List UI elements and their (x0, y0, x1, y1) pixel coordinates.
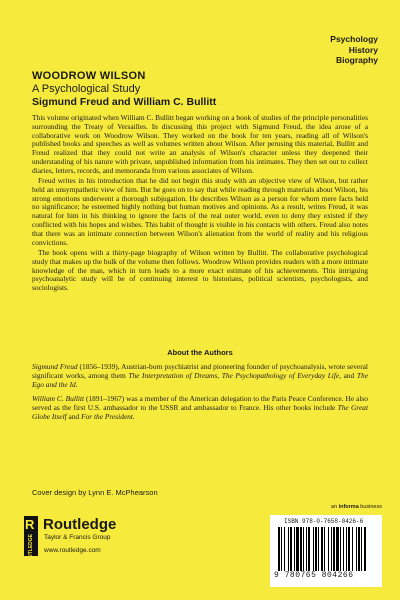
isbn-label: ISBN 978-0-7658-0426-6 (284, 518, 364, 525)
author-bio-freud (32, 363, 368, 389)
barcode-stripe (348, 527, 350, 571)
barcode-panel (270, 515, 382, 587)
description-paragraph: The book opens with a thirty-page biography of Wilson written by Bullitt. The collaborative psychological study that makes up the bulk of the volume then follows. Woodrow Wilson provides readers with a more intimate knowledge of the man, which in turn leads to a more exact estimate of his achievements. This intriguing psychoanalytic study will be of continuing interest to historians, political scientists, psychologists, and sociologists. (32, 247, 368, 293)
about-authors (32, 363, 368, 428)
barcode-stripe (296, 527, 299, 571)
barcode-stripe (324, 527, 325, 571)
work-title: The Ego and the Id. (32, 370, 368, 389)
book-authors: Sigmund Freud and William C. Bullitt (32, 96, 217, 108)
barcode-stripe (313, 527, 314, 571)
book-subtitle: A Psychological Study (32, 83, 141, 95)
category-list (330, 34, 378, 66)
barcode-stripe (284, 527, 285, 571)
routledge-logo-icon: R ROUTLEDGE (24, 516, 38, 556)
informa-business-label: an informa business (330, 504, 382, 510)
publisher-logo (24, 512, 164, 582)
cover-design-credit: Cover design by Lynn E. McPhearson (32, 488, 158, 497)
description-paragraph: This volume originated when William C. Bullitt began working on a book of studies of the principle personalities surrounding the Treaty of Versailles. In discussing this project with Sigmund Freud, the idea arose of a collaborative work on Woodrow Wilson. They worked on the book for ten years, reading all of Wilson's published books and speeches as well as volumes written about Wilson. After perusing this material, Bullitt and Freud realized that they could not write an analysis of Wilson's character unless they deepened their understanding of his nature with private, unpublished information from his intimates. They then set out to collect diaries, letters, records, and memoranda from various associates of Wilson. (32, 113, 368, 175)
barcode-stripe (352, 527, 353, 571)
author-name: William C. Bullitt (32, 394, 85, 404)
barcode-stripe (294, 527, 295, 571)
barcode-stripe (318, 527, 319, 571)
about-authors-heading: About the Authors (167, 348, 233, 357)
barcode-stripe (364, 527, 366, 571)
work-title: The Interpretation of Dreams, The Psychopathology of Everyday Life, (128, 370, 342, 380)
barcode-stripe (331, 527, 332, 571)
barcode-stripe (290, 527, 292, 571)
barcode-stripe (343, 527, 344, 571)
description (32, 114, 368, 294)
barcode-digits: 9 780765 804266 (274, 571, 354, 580)
barcode-stripe (306, 527, 307, 571)
category-biography: Biography (335, 55, 378, 65)
barcode-icon (278, 527, 376, 571)
barcode-stripe (361, 527, 362, 571)
work-title: The Great Globe Itself (32, 403, 369, 421)
book-title: WOODROW WILSON (32, 70, 146, 82)
category-history: History (348, 44, 378, 55)
barcode-stripe (303, 527, 304, 571)
bio-text: and (341, 370, 357, 380)
author-name: Sigmund Freud (32, 362, 78, 371)
barcode-stripe (315, 527, 317, 571)
barcode-stripe (336, 527, 339, 571)
publisher-group: Taylor & Francis Group (44, 534, 111, 541)
category-psychology: Psychology (330, 34, 378, 44)
bio-text: (1891–1967) was a member of the American delegation to the Paris Peace Conference. He also served as the first U.S. ambassador to the USSR and ambassador to France. His other books include (32, 394, 368, 413)
barcode-stripe (288, 527, 289, 571)
barcode-stripe (333, 527, 335, 571)
description-paragraph: Freud writes in his introduction that he did not begin this study with an objective view of Wilson, but rather held an unsympathetic view of him. But he goes on to say that while reading through materials about Wilson, his strong emotions underwent a thorough subjugation. He describes Wilson as a person for whom mere facts held no significance; he esteemed highly nothing but human motives and opinions. As a result, writes Freud, it was natural for him in his thinking to ignore the facts of the real outer world, even to deny they existed if they conflicted with his hopes and wishes. This habit of thought is visible in his contacts with others. Freud also notes that there was an intimate connection between Wilson's alienation from the world of reality and his religious convictions. (32, 176, 368, 247)
author-bio-bullitt (32, 395, 368, 421)
barcode-stripe (281, 527, 282, 571)
barcode-stripe (356, 527, 357, 571)
barcode-stripe (278, 527, 280, 571)
barcode-stripe (308, 527, 310, 571)
isbn-barcode-area (270, 504, 382, 590)
barcode-stripe (300, 527, 302, 571)
barcode-stripe (346, 527, 347, 571)
barcode-stripe (358, 527, 360, 571)
bio-text: (1856–1939), Austrian-born psychiatrist and pioneering founder of psychoanalysis, wrote several significant works, among them (32, 362, 368, 380)
work-title: For the President. (81, 411, 135, 421)
title-block (32, 70, 368, 108)
bio-text: and (66, 411, 82, 421)
barcode-stripe (340, 527, 341, 571)
barcode-stripe (328, 527, 329, 571)
barcode-stripe (321, 527, 323, 571)
publisher-url: www.routledge.com (44, 547, 101, 554)
publisher-name: Routledge (43, 516, 117, 533)
